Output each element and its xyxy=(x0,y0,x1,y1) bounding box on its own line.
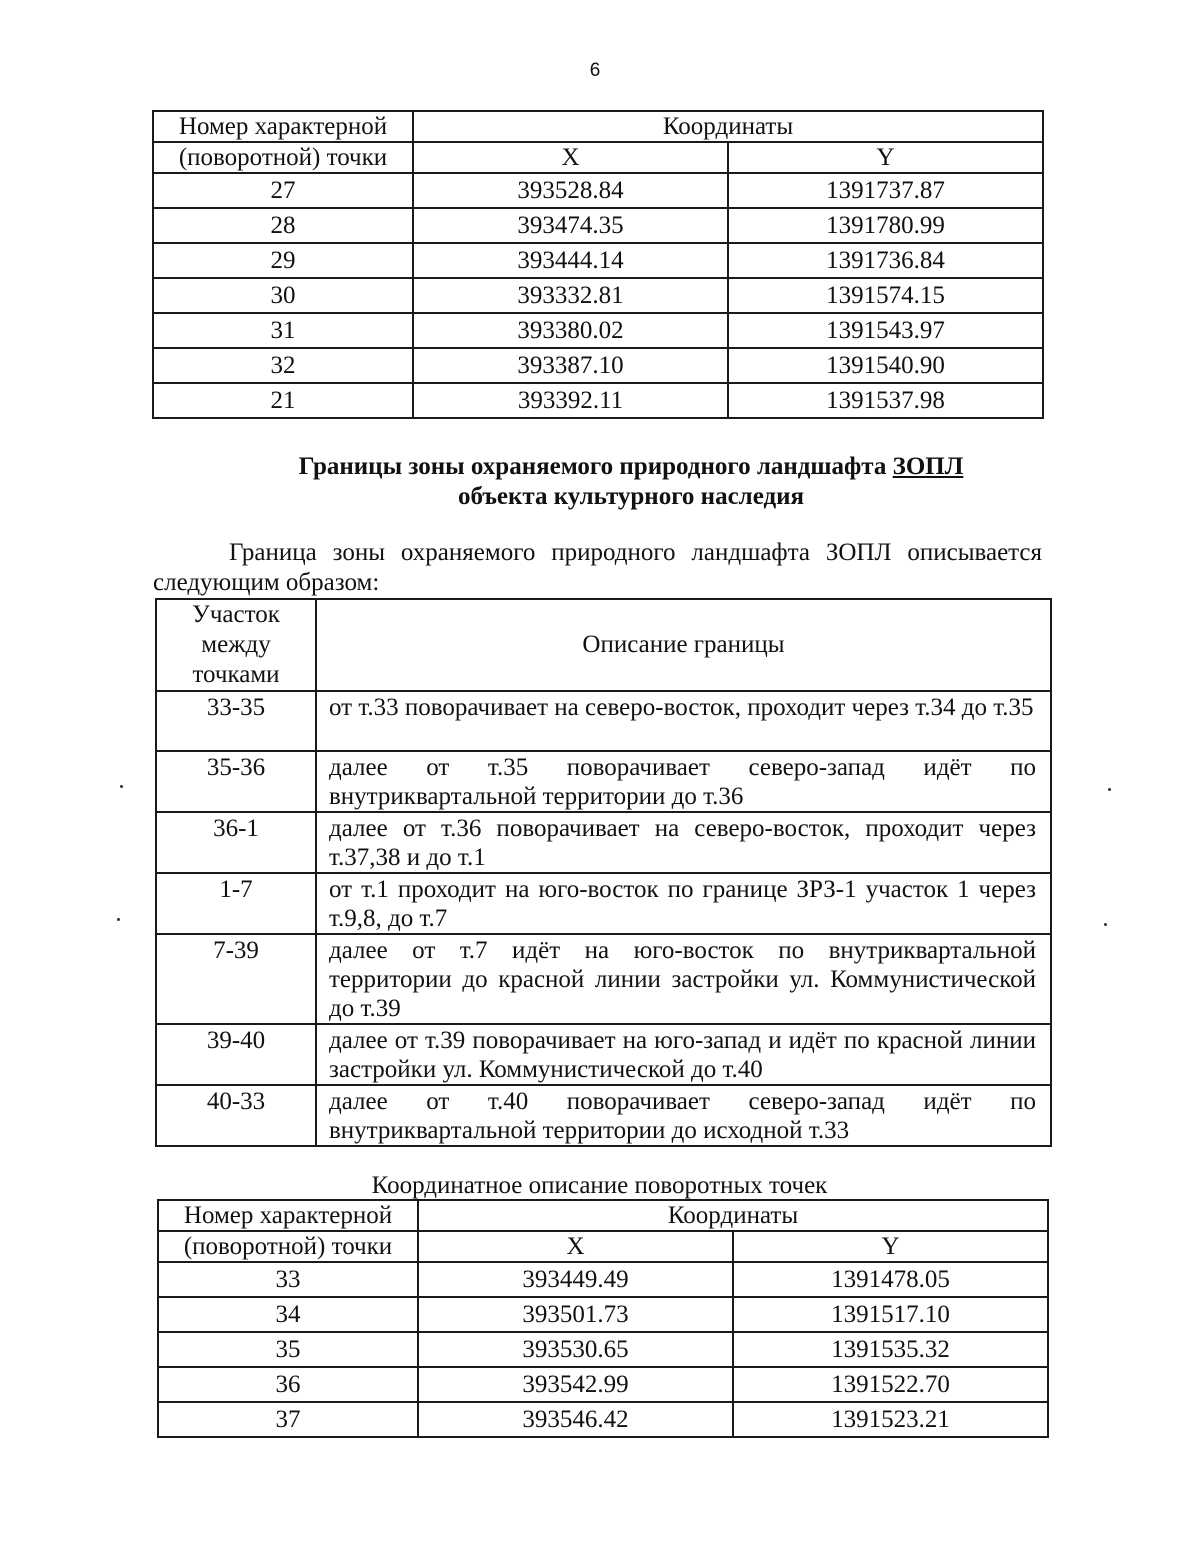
section-title-line1 xyxy=(0,451,1200,483)
cell-point: 35 xyxy=(158,1332,418,1367)
cell-y: 1391522.70 xyxy=(733,1367,1048,1402)
cell-point: 31 xyxy=(153,313,413,348)
cell-y: 1391535.32 xyxy=(733,1332,1048,1367)
cell-y: 1391523.21 xyxy=(733,1402,1048,1437)
cell-x: 393387.10 xyxy=(413,348,728,383)
header-description: Описание границы xyxy=(316,599,1051,691)
cell-point: 27 xyxy=(153,173,413,208)
header-x: X xyxy=(418,1231,733,1262)
cell-x: 393332.81 xyxy=(413,278,728,313)
cell-x: 393392.11 xyxy=(413,383,728,418)
scan-speck xyxy=(117,918,120,921)
table-row xyxy=(158,1402,1048,1437)
cell-x: 393444.14 xyxy=(413,243,728,278)
cell-x: 393474.35 xyxy=(413,208,728,243)
cell-y: 1391543.97 xyxy=(728,313,1043,348)
table-row xyxy=(156,1085,1051,1146)
header-y: Y xyxy=(728,142,1043,173)
cell-point: 36 xyxy=(158,1367,418,1402)
cell-segment: 7-39 xyxy=(156,934,316,1024)
cell-point: 34 xyxy=(158,1297,418,1332)
cell-x: 393449.49 xyxy=(418,1262,733,1297)
header-coordinates: Координаты xyxy=(418,1200,1048,1231)
cell-y: 1391574.15 xyxy=(728,278,1043,313)
cell-x: 393380.02 xyxy=(413,313,728,348)
table-row xyxy=(158,1367,1048,1402)
cell-description: от т.33 поворачивает на северо-восток, проходит через т.34 до т.35 xyxy=(316,691,1051,751)
table-row xyxy=(156,812,1051,873)
table-row xyxy=(156,873,1051,934)
table-row xyxy=(158,1332,1048,1367)
section-paragraph: Граница зоны охраняемого природного ландшафта ЗОПЛ описывается следующим образом: xyxy=(153,539,1042,596)
cell-segment: 1-7 xyxy=(156,873,316,934)
cell-y: 1391537.98 xyxy=(728,383,1043,418)
cell-y: 1391478.05 xyxy=(733,1262,1048,1297)
header-point-line2: (поворотной) точки xyxy=(153,142,413,173)
header-segment-line1: Участок xyxy=(192,601,280,628)
cell-x: 393542.99 xyxy=(418,1367,733,1402)
cell-y: 1391780.99 xyxy=(728,208,1043,243)
cell-segment: 33-35 xyxy=(156,691,316,751)
cell-segment: 39-40 xyxy=(156,1024,316,1085)
coordinates-table-bottom xyxy=(157,1199,1049,1438)
cell-description: далее от т.7 идёт на юго-восток по внутриквартальной территории до красной линии застройки ул. Коммунистической до т.39 xyxy=(316,934,1051,1024)
scan-speck xyxy=(1104,923,1107,926)
table-row xyxy=(156,751,1051,812)
table-row xyxy=(153,173,1043,208)
cell-description: от т.1 проходит на юго-восток по границе ЗРЗ-1 участок 1 через т.9,8, до т.7 xyxy=(316,873,1051,934)
header-point-line1: Номер характерной xyxy=(153,111,413,142)
cell-segment: 36-1 xyxy=(156,812,316,873)
cell-point: 37 xyxy=(158,1402,418,1437)
header-coordinates: Координаты xyxy=(413,111,1043,142)
table-row xyxy=(153,243,1043,278)
table-row xyxy=(156,1024,1051,1085)
cell-point: 21 xyxy=(153,383,413,418)
cell-point: 28 xyxy=(153,208,413,243)
cell-y: 1391540.90 xyxy=(728,348,1043,383)
cell-description: далее от т.39 поворачивает на юго-запад и идёт по красной линии застройки ул. Коммунистической до т.40 xyxy=(316,1024,1051,1085)
table-row xyxy=(156,691,1051,751)
header-x: X xyxy=(413,142,728,173)
cell-description: далее от т.35 поворачивает северо-запад идёт по внутриквартальной территории до т.36 xyxy=(316,751,1051,812)
cell-point: 32 xyxy=(153,348,413,383)
table-row xyxy=(158,1262,1048,1297)
coordinates-table-top xyxy=(152,110,1044,419)
header-segment-line3: точками xyxy=(192,661,280,688)
cell-segment: 40-33 xyxy=(156,1085,316,1146)
cell-point: 29 xyxy=(153,243,413,278)
table-row xyxy=(156,934,1051,1024)
header-point-line1: Номер характерной xyxy=(158,1200,418,1231)
page-number: 6 xyxy=(589,60,601,81)
cell-point: 30 xyxy=(153,278,413,313)
table-row xyxy=(153,208,1043,243)
cell-y: 1391517.10 xyxy=(733,1297,1048,1332)
cell-description: далее от т.40 поворачивает северо-запад идёт по внутриквартальной территории до исходной т.33 xyxy=(316,1085,1051,1146)
header-segment xyxy=(156,599,316,691)
table-row xyxy=(153,348,1043,383)
table-row xyxy=(153,278,1043,313)
cell-x: 393501.73 xyxy=(418,1297,733,1332)
scan-speck xyxy=(120,785,123,788)
scan-speck xyxy=(1108,788,1111,791)
cell-x: 393530.65 xyxy=(418,1332,733,1367)
cell-y: 1391737.87 xyxy=(728,173,1043,208)
section-title-line2: объекта культурного наследия xyxy=(457,483,805,510)
cell-y: 1391736.84 xyxy=(728,243,1043,278)
boundary-table xyxy=(155,598,1052,1147)
table-row xyxy=(153,383,1043,418)
table-row xyxy=(158,1297,1048,1332)
table-row xyxy=(153,313,1043,348)
cell-point: 33 xyxy=(158,1262,418,1297)
section-title-prefix: Границы зоны охраняемого природного ландшафта xyxy=(298,453,887,480)
cell-x: 393546.42 xyxy=(418,1402,733,1437)
header-segment-line2: между xyxy=(201,631,271,658)
section-title-abbr: ЗОПЛ xyxy=(892,453,964,480)
header-y: Y xyxy=(733,1231,1048,1262)
cell-description: далее от т.36 поворачивает на северо-восток, проходит через т.37,38 и до т.1 xyxy=(316,812,1051,873)
coordinates-caption: Координатное описание поворотных точек xyxy=(371,1172,828,1199)
header-point-line2: (поворотной) точки xyxy=(158,1231,418,1262)
cell-x: 393528.84 xyxy=(413,173,728,208)
cell-segment: 35-36 xyxy=(156,751,316,812)
